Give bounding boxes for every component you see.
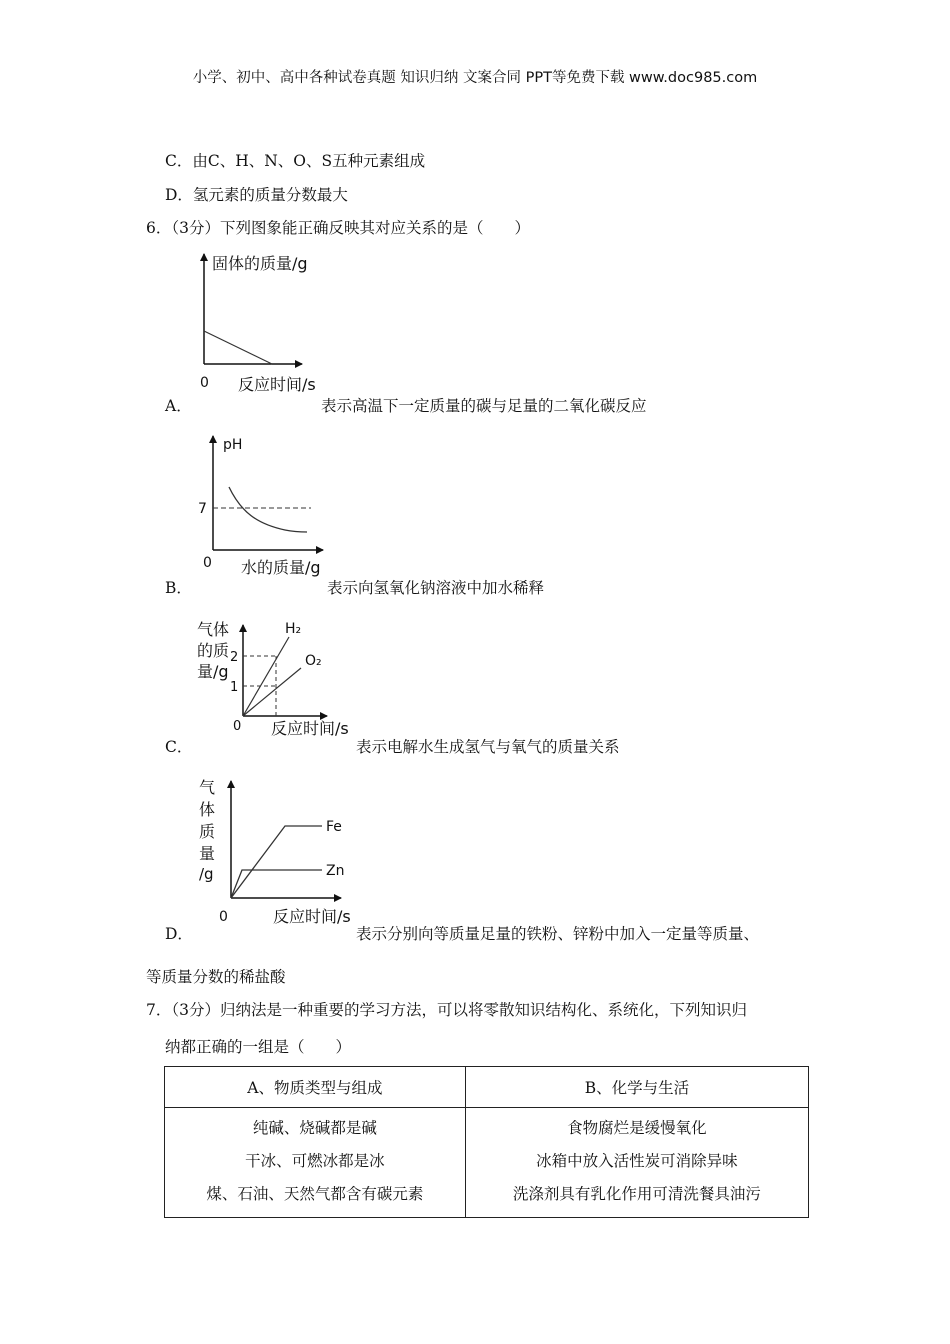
q6-c-letter: C． <box>165 738 193 756</box>
q7-stem-line2: 纳都正确的一组是（ ） <box>165 1038 352 1056</box>
q6-c-desc: 表示电解水生成氢气与氧气的质量关系 <box>356 738 620 756</box>
o2-label: O₂ <box>305 653 322 669</box>
q7-knowledge-table <box>164 1066 809 1218</box>
y-label-char-1: 气 <box>199 778 216 797</box>
table-item: 洗涤剂具有乳化作用可清洗餐具油污 <box>512 1185 761 1203</box>
q6-figure-c <box>195 615 365 743</box>
q6-figure-b <box>195 432 335 582</box>
origin-label: 0 <box>219 909 228 925</box>
y-label-char-5: /g <box>199 865 214 883</box>
y-label-line1: 气体 <box>197 620 230 639</box>
tick-7: 7 <box>198 501 207 517</box>
x-axis-label: 反应时间/s <box>271 719 349 738</box>
page-header: 小学、初中、高中各种试卷真题 知识归纳 文案合同 PPT等免费下载 www.doc985.com <box>192 70 758 86</box>
q6-b-desc: 表示向氢氧化钠溶液中加水稀释 <box>327 579 545 597</box>
tick-1: 1 <box>230 680 239 695</box>
h2-line <box>243 637 289 716</box>
h2-label: H₂ <box>285 621 302 637</box>
fe-label: Fe <box>326 819 342 835</box>
q6-a-letter: A． <box>165 397 192 415</box>
y-label-char-4: 量 <box>199 844 216 863</box>
o2-line <box>243 668 301 716</box>
table-header-a: A、物质类型与组成 <box>165 1067 466 1108</box>
q6-figure-a <box>190 250 330 398</box>
q7-stem-line1: 7．（3分）归纳法是一种重要的学习方法，可以将零散知识结构化、系统化，下列知识归 <box>146 1001 747 1019</box>
fe-line <box>231 826 322 898</box>
tick-2: 2 <box>230 650 239 665</box>
zn-label: Zn <box>326 863 345 879</box>
y-axis-label: pH <box>223 437 243 453</box>
origin-label: 0 <box>200 375 209 391</box>
q6-stem: 6．（3分）下列图象能正确反映其对应关系的是（ ） <box>146 219 530 237</box>
solid-mass-line <box>204 331 272 364</box>
table-item: 食物腐烂是缓慢氧化 <box>567 1119 707 1137</box>
q6-d-desc: 表示分别向等质量足量的铁粉、锌粉中加入一定量等质量、 <box>356 925 760 943</box>
x-axis-label: 反应时间/s <box>273 907 351 926</box>
q5-option-d: D．氢元素的质量分数最大 <box>165 186 348 204</box>
table-item: 干冰、可燃冰都是冰 <box>245 1152 385 1170</box>
table-item: 煤、石油、天然气都含有碳元素 <box>206 1185 424 1203</box>
table-item: 纯碱、烧碱都是碱 <box>252 1119 377 1137</box>
y-label-char-3: 质 <box>199 822 216 841</box>
y-label-char-2: 体 <box>199 800 216 819</box>
q6-b-letter: B． <box>165 579 192 597</box>
zn-line <box>231 870 322 898</box>
x-axis-label: 水的质量/g <box>241 558 321 577</box>
q6-figure-d <box>195 773 365 933</box>
origin-label: 0 <box>233 719 242 734</box>
q5-option-c: C．由C、H、N、O、S五种元素组成 <box>165 152 426 170</box>
y-axis-label: 固体的质量/g <box>212 254 308 273</box>
table-item: 冰箱中放入活性炭可消除异味 <box>536 1152 738 1170</box>
q6-a-desc: 表示高温下一定质量的碳与足量的二氧化碳反应 <box>321 397 647 415</box>
table-cell-b <box>465 1108 808 1218</box>
table-cell-a <box>165 1108 466 1218</box>
y-label-line3: 量/g <box>197 662 229 681</box>
table-header-b: B、化学与生活 <box>465 1067 808 1108</box>
q6-d-letter: D． <box>165 925 193 943</box>
x-axis-label: 反应时间/s <box>238 375 316 394</box>
q6-d-desc-cont: 等质量分数的稀盐酸 <box>146 968 286 986</box>
y-label-line2: 的质 <box>197 641 230 660</box>
ph-curve <box>229 487 307 532</box>
origin-label: 0 <box>203 555 212 571</box>
